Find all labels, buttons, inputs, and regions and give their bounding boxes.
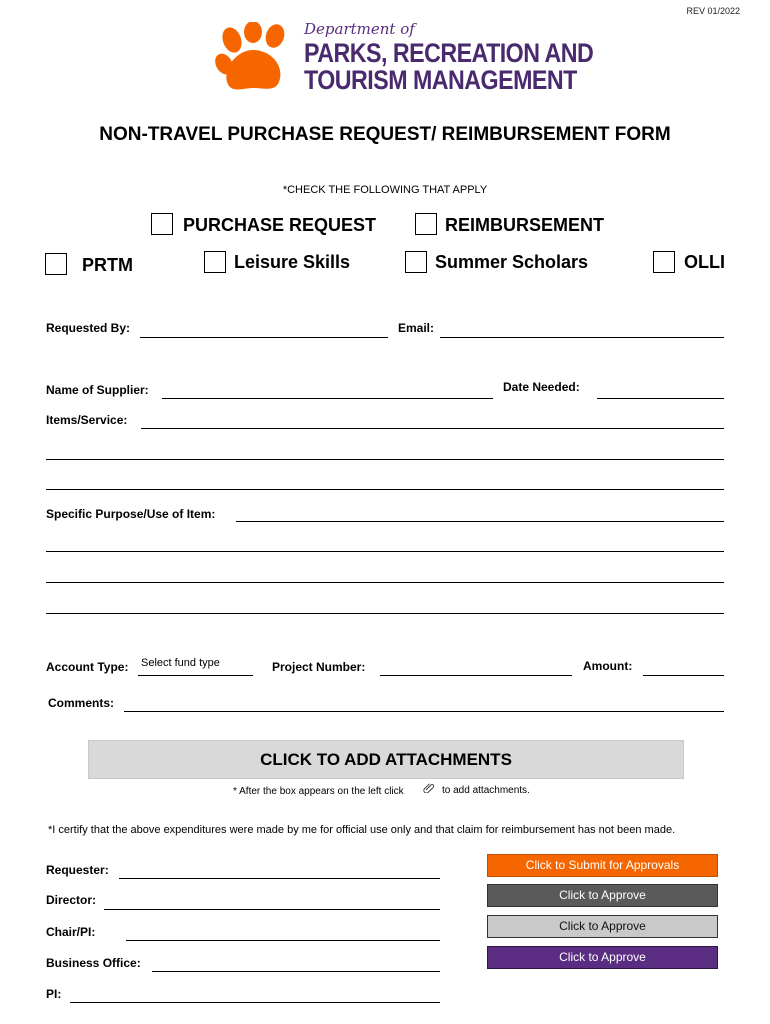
name-of-supplier-label: Name of Supplier: (46, 383, 149, 397)
requested-by-field[interactable] (140, 337, 388, 338)
items-service-label: Items/Service: (46, 413, 128, 427)
chair-pi-signature-field[interactable] (126, 940, 440, 941)
requested-by-label: Requested By: (46, 321, 131, 335)
leisure-skills-label: Leisure Skills (234, 252, 351, 272)
purchase-request-label: PURCHASE REQUEST (183, 215, 377, 235)
specific-purpose-field-line1[interactable] (236, 521, 724, 522)
items-service-field-line1[interactable] (141, 428, 724, 429)
olli-label: OLLI (684, 252, 725, 272)
date-needed-label: Date Needed: (503, 380, 580, 394)
name-of-supplier-field[interactable] (162, 398, 493, 399)
project-number-field[interactable] (380, 675, 572, 676)
attachments-note-before: * After the box appears on the left click (233, 786, 404, 797)
submit-for-approvals-button[interactable]: Click to Submit for Approvals (487, 854, 718, 877)
business-office-label: Business Office: (46, 956, 141, 970)
department-name-line1: PARKS, RECREATION AND (304, 38, 594, 68)
amount-label: Amount: (583, 659, 633, 673)
attachments-note-after: to add attachments. (442, 785, 530, 796)
account-type-label: Account Type: (46, 660, 129, 674)
director-approve-button[interactable]: Click to Approve (487, 884, 718, 907)
chair-approve-button[interactable]: Click to Approve (487, 915, 718, 938)
email-field[interactable] (440, 337, 724, 338)
pi-label: PI: (46, 987, 62, 1001)
prtm-label: PRTM (82, 255, 133, 275)
pi-signature-field[interactable] (70, 1002, 440, 1003)
paw-print-icon (213, 22, 297, 96)
specific-purpose-field-line2[interactable] (46, 551, 724, 552)
specific-purpose-field-line3[interactable] (46, 582, 724, 583)
comments-label: Comments: (48, 696, 115, 710)
business-office-approve-button[interactable]: Click to Approve (487, 946, 718, 969)
summer-scholars-label: Summer Scholars (435, 252, 589, 272)
requester-label: Requester: (46, 863, 109, 877)
business-office-signature-field[interactable] (152, 971, 440, 972)
certification-statement: *I certify that the above expenditures were made by me for official use only and that claim for reimbursement has not been made. (48, 824, 676, 836)
olli-checkbox[interactable] (653, 251, 675, 273)
project-number-label: Project Number: (272, 660, 366, 674)
purchase-request-checkbox[interactable] (151, 213, 173, 235)
comments-field[interactable] (124, 711, 724, 712)
summer-scholars-checkbox[interactable] (405, 251, 427, 273)
leisure-skills-checkbox[interactable] (204, 251, 226, 273)
date-needed-field[interactable] (597, 398, 724, 399)
department-of-label: Department of (304, 20, 415, 38)
requester-signature-field[interactable] (119, 878, 440, 879)
paperclip-icon (423, 783, 435, 793)
reimbursement-checkbox[interactable] (415, 213, 437, 235)
chair-pi-label: Chair/PI: (46, 925, 96, 939)
specific-purpose-field-line4[interactable] (46, 613, 724, 614)
director-label: Director: (46, 893, 97, 907)
prtm-checkbox[interactable] (45, 253, 67, 275)
email-label: Email: (398, 321, 435, 335)
add-attachments-label: CLICK TO ADD ATTACHMENTS (260, 750, 512, 769)
department-name-line2: TOURISM MANAGEMENT (304, 65, 577, 95)
items-service-field-line2[interactable] (46, 459, 724, 460)
items-service-field-line3[interactable] (46, 489, 724, 490)
director-signature-field[interactable] (104, 909, 440, 910)
account-type-select[interactable]: Select fund type (141, 657, 220, 669)
revision-label: REV 01/2022 (686, 6, 740, 16)
account-type-underline (138, 675, 253, 676)
form-instructions: *CHECK THE FOLLOWING THAT APPLY (282, 184, 488, 196)
reimbursement-label: REIMBURSEMENT (445, 215, 605, 235)
amount-field[interactable] (643, 675, 724, 676)
form-title: NON-TRAVEL PURCHASE REQUEST/ REIMBURSEMENT FORM (99, 124, 671, 145)
specific-purpose-label: Specific Purpose/Use of Item: (46, 507, 216, 521)
